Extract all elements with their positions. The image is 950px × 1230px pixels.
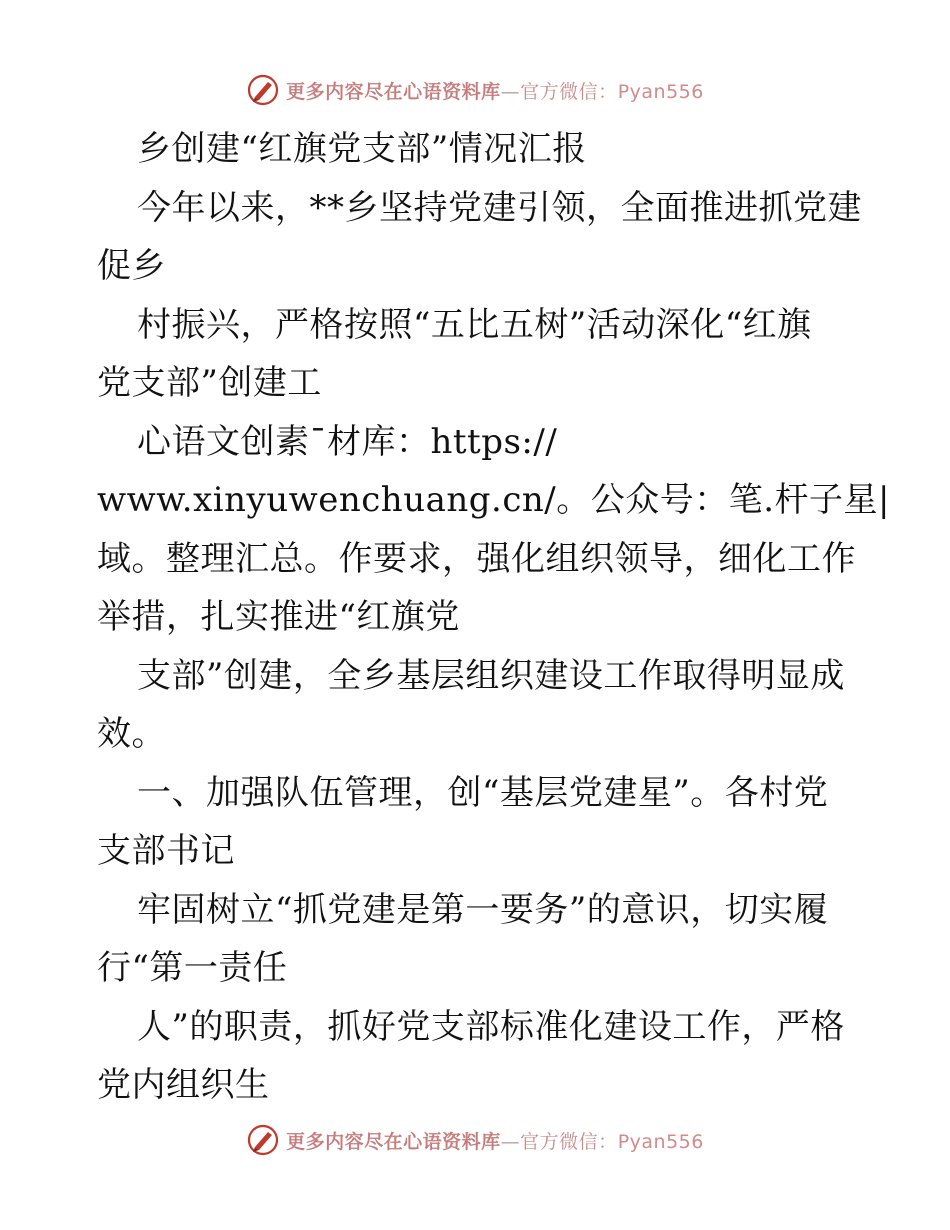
text-line: 心语文创素¯材库：https:// — [137, 421, 558, 462]
document-title: 乡创建“红旗党支部”情况汇报 — [137, 129, 587, 169]
text-line: 支部”创建，全乡基层组织建设工作取得明显成 — [137, 655, 845, 696]
watermark-separator: — — [500, 80, 521, 103]
watermark-suffix: 官方微信： — [520, 80, 618, 103]
text-line: 行“第一责任 — [97, 948, 288, 988]
text-line: 村振兴，严格按照“五比五树”活动深化“红旗 — [137, 304, 812, 345]
footer-watermark — [0, 1120, 950, 1160]
pen-logo-icon — [246, 73, 280, 107]
watermark-text — [286, 1127, 704, 1154]
text-line: 促乡 — [97, 246, 166, 286]
pen-logo-icon — [246, 1123, 280, 1157]
text-line: www.xinyuwenchuang.cn/。公众号：笔.杆子星| — [97, 480, 890, 520]
text-line: 牢固树立“抓党建是第一要务”的意识，切实履 — [137, 889, 829, 930]
watermark-wechat-id: Pyan556 — [617, 1130, 704, 1153]
text-line: 举措，扎实推进“红旗党 — [97, 597, 460, 637]
watermark-text — [286, 77, 704, 104]
section-heading: 一、加强队伍管理，创“基层党建星”。各村党 — [137, 772, 829, 813]
watermark-main: 更多内容尽在心语资料库 — [286, 80, 501, 103]
watermark-main: 更多内容尽在心语资料库 — [286, 1130, 501, 1153]
document-body — [97, 120, 890, 1115]
text-line: 人”的职责，抓好党支部标准化建设工作，严格 — [137, 1006, 845, 1047]
header-watermark — [0, 70, 950, 110]
text-line: 党支部”创建工 — [97, 363, 322, 403]
text-line: 域。整理汇总。作要求，强化组织领导，细化工作 — [97, 538, 856, 579]
watermark-wechat-id: Pyan556 — [617, 80, 704, 103]
watermark-suffix: 官方微信： — [520, 1130, 618, 1153]
text-line: 支部书记 — [97, 831, 235, 871]
watermark-separator: — — [500, 1130, 521, 1153]
text-line: 效。 — [97, 714, 166, 754]
text-line: 党内组织生 — [97, 1065, 270, 1105]
text-line: 今年以来，**乡坚持党建引领，全面推进抓党建 — [137, 187, 862, 228]
